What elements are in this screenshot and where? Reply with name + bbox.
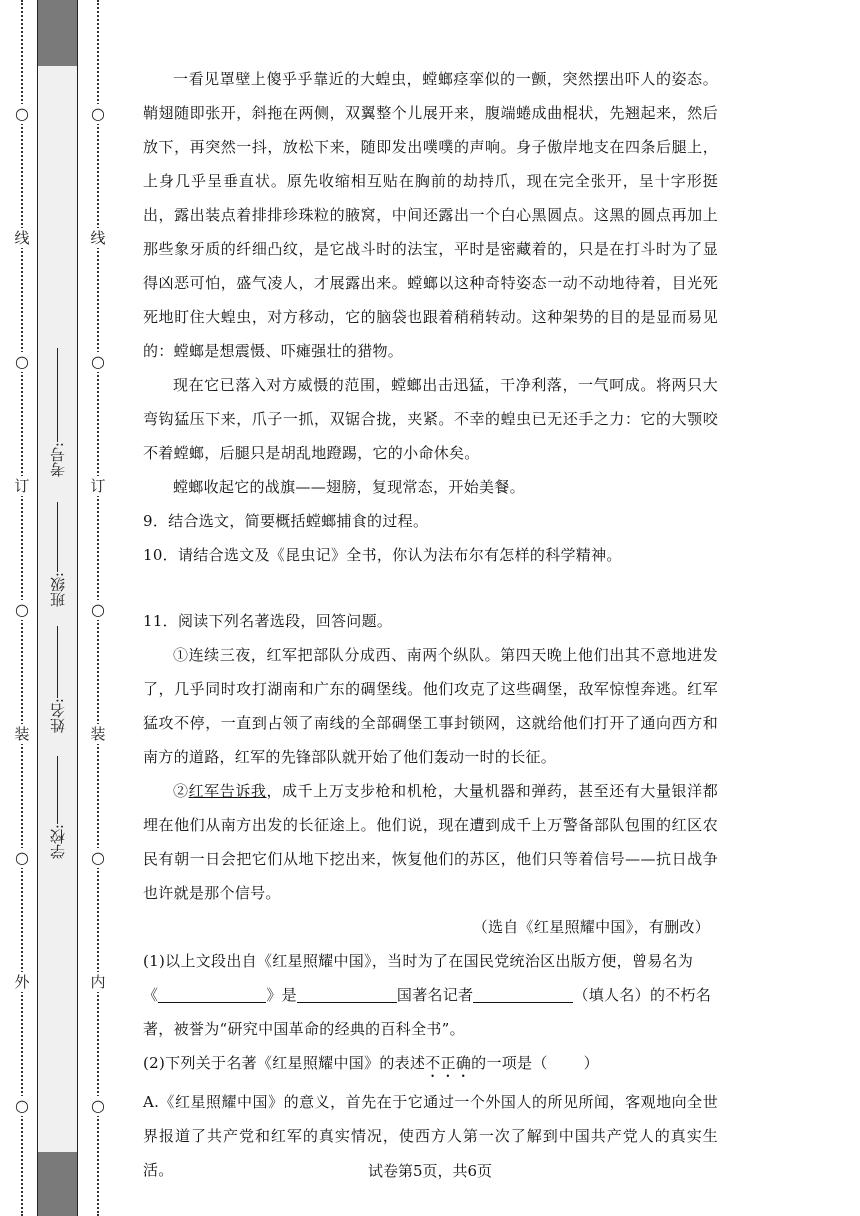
circle-mark: ○ (10, 848, 34, 868)
inner-mark-nei: 内 (86, 972, 110, 992)
binding-margin (0, 0, 120, 1216)
question-10: 10．请结合选文及《昆虫记》全书，你认为法布尔有怎样的科学精神。 (143, 546, 622, 564)
inner-mark-xian: 线 (86, 228, 110, 248)
inner-mark-ding: 订 (86, 476, 110, 496)
passage1-paragraph: 一看见罩壁上傻乎乎靠近的大蝗虫，螳螂痉挛似的一颤，突然摆出吓人的姿态。鞘翅随即张开，斜拖在两侧，双翼整个儿展开来，腹端蜷成曲棍状，先翘起来，然后放下，再突然一抖，放松下来，随即发出噗噗的声响。身子傲岸地支在四条后腿上，上身几乎呈垂直状。原先收缩相互贴在胸前的劫持爪，现在完全张开，呈十字形挺出，露出装点着排排珍珠粒的腋窝，中间还露出一个白心黑圆点。这黑的圆点再加上那些象牙质的纤细凸纹，是它战斗时的法宝，平时是密藏着的，只是在打斗时为了显得凶恶可怕，盛气凌人，才展露出来。螳螂以这种奇特姿态一动不动地待着，目光死死地盯住大蝗虫，对方移动，它的脑袋也跟着稍稍转动。这种架势的目的是显而易见的：螳螂是想震慑、吓瘫强壮的猎物。 (143, 70, 718, 360)
passage1-paragraph: 螳螂收起它的战旗——翅膀，复现常态，开始美餐。 (173, 478, 525, 496)
class-field[interactable] (38, 502, 77, 607)
class-label: 班级: (49, 572, 67, 608)
circle-mark: ○ (86, 352, 110, 372)
page-footer: 试卷第5页，共6页 (367, 1162, 493, 1180)
circle-mark: ○ (86, 104, 110, 124)
blank-nationality[interactable] (297, 984, 397, 1003)
passage2-paragraph-2: ②红军告诉我，成千上万支步枪和机枪，大量机器和弹药，甚至还有大量银洋都埋在他们从南方出发的长征途上。他们说，现在遭到成千上万警备部队包围的红区农民有朝一日会把它们从地下挖出来，恢复他们的苏区，他们只等着信号——抗日战争也许就是那个信号。 (143, 782, 719, 902)
name-field[interactable] (38, 626, 77, 733)
blank-book-alias[interactable] (158, 984, 266, 1003)
sub-question-2: (2)下列关于名著《红星照耀中国》的表述不正确的一项是（ ） (143, 1054, 599, 1072)
circle-mark: ○ (10, 104, 34, 124)
source-note: （选自《红星照耀中国》，有删改） (472, 918, 710, 936)
outer-mark-ding: 订 (10, 476, 34, 496)
info-strip (38, 0, 77, 1216)
margin-rule (77, 0, 78, 1216)
circle-mark: ○ (86, 1096, 110, 1116)
question-9: 9．结合选文，简要概括螳螂捕食的过程。 (143, 512, 429, 530)
outer-dotted-column (10, 0, 34, 1216)
emphasized-text: 不正确 (425, 1054, 472, 1072)
sub-question-1: (1)以上文段出自《红星照耀中国》，当时为了在国民党统治区出版方便，曾易名为 《 》是 国著名记者 （填人名）的不朽名 著，被誉为“研究中国革命的经典的百科全书”。 (143, 952, 712, 1038)
underlined-phrase: 红军告诉我 (188, 782, 267, 800)
name-label: 姓名: (49, 698, 67, 734)
passage2-paragraph-1: ①连续三夜，红军把部队分成西、南两个纵队。第四天晚上他们出其不意地进发了，几乎同时攻打湖南和广东的碉堡线。他们攻克了这些碉堡，敌军惊惶奔逃。红军猛攻不停，一直到占领了南线的全部碉堡工事封锁网，这就给他们打开了通向西方和南方的道路，红军的先锋部队就开始了他们轰动一时的长征。 (143, 646, 718, 766)
circle-mark: ○ (10, 1096, 34, 1116)
circle-mark: ○ (86, 600, 110, 620)
blank-author-name[interactable] (473, 984, 573, 1003)
question-11: 11．阅读下列名著选段，回答问题。 (143, 612, 393, 630)
exam-number-label: 考号: (49, 442, 67, 478)
circle-mark: ○ (10, 352, 34, 372)
outer-mark-xian: 线 (10, 228, 34, 248)
grey-block-top (38, 0, 77, 66)
passage1-paragraph: 现在它已落入对方威慑的范围，螳螂出击迅猛，干净利落，一气呵成。将两只大弯钩猛压下来，爪子一抓，双锯合拢，夹紧。不幸的蝗虫已无还手之力：它的大颚咬不着螳螂，后腿只是胡乱地蹬踢，它的小命休矣。 (143, 376, 718, 462)
option-a: A.《红星照耀中国》的意义，首先在于它通过一个外国人的所见所闻，客观地向全世界报道了共产党和红军的真实情况，使西方人第一次了解到中国共产党人的真实生活。 (143, 1093, 718, 1179)
school-label: 学校: (49, 824, 67, 860)
inner-mark-zhuang: 装 (86, 724, 110, 744)
inner-dotted-column (86, 0, 110, 1216)
exam-content (143, 62, 718, 1187)
outer-mark-wai: 外 (10, 972, 34, 992)
answer-space[interactable] (143, 572, 718, 604)
outer-mark-zhuang: 装 (10, 724, 34, 744)
circle-mark: ○ (86, 848, 110, 868)
circle-mark: ○ (10, 600, 34, 620)
school-field[interactable] (38, 756, 77, 859)
exam-number-field[interactable] (38, 348, 77, 477)
